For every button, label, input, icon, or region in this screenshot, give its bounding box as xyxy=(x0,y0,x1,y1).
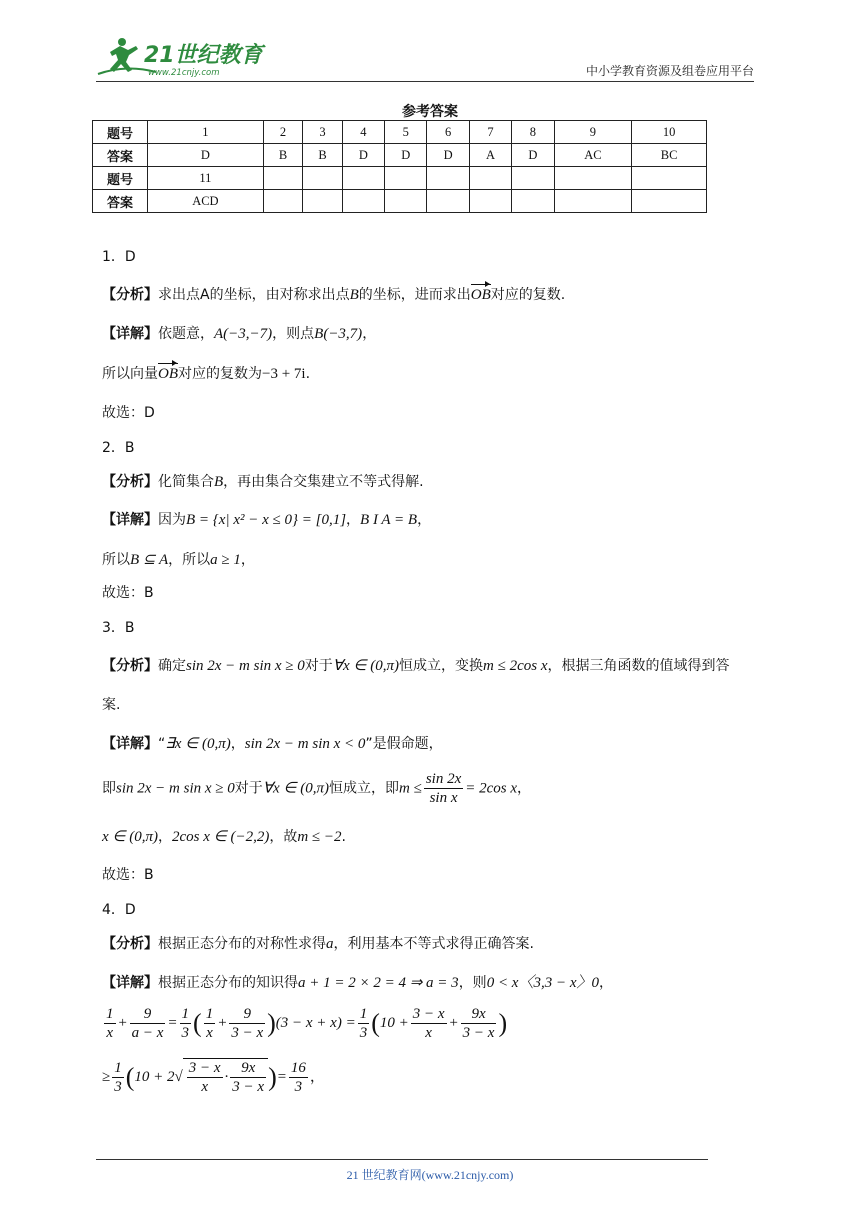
analysis-tag: 【分析】 xyxy=(102,658,158,674)
row-label: 题号 xyxy=(93,121,148,144)
denominator: 3 − x xyxy=(462,1025,495,1041)
q1-detail xyxy=(102,323,376,343)
table-cell xyxy=(427,190,469,213)
math-run: = 2cos x xyxy=(465,780,518,797)
detail-tag: 【详解】 xyxy=(102,975,158,991)
footer-link[interactable]: 21 世纪教育网(www.21cnjy.com) xyxy=(346,1168,514,1182)
math-run: sin 2x − m sin x ≥ 0 xyxy=(186,658,305,674)
table-cell xyxy=(554,190,632,213)
operator: + xyxy=(448,1014,459,1031)
table-cell: 5 xyxy=(385,121,427,144)
text-run: 恒成立，变换 xyxy=(399,658,484,674)
text-run: ， xyxy=(599,975,613,991)
text-run: 对应的复数为 xyxy=(178,366,262,382)
fraction xyxy=(411,1005,447,1042)
text-run: 确定 xyxy=(158,658,186,674)
text-run: ， xyxy=(309,1068,325,1085)
fraction xyxy=(112,1059,124,1096)
text-run: ， xyxy=(346,512,361,528)
q1-conclusion xyxy=(102,363,310,383)
row-label: 答案 xyxy=(93,144,148,167)
q3-detail xyxy=(102,733,443,753)
text-run: ，根据三角函数的值域得到答 xyxy=(547,658,730,674)
vector-ob: OB xyxy=(470,287,491,303)
math-run: 2cos x ∈ (−2,2) xyxy=(171,829,270,845)
text-run: 的坐标，进而求出 xyxy=(358,287,471,303)
text-run: 化简集合 xyxy=(158,474,214,490)
q2-conclusion xyxy=(102,549,255,569)
table-cell: ACD xyxy=(148,190,264,213)
denominator: x xyxy=(201,1079,208,1095)
table-cell xyxy=(512,190,554,213)
fraction xyxy=(424,770,463,807)
math-run: A(−3,−7) xyxy=(214,326,273,342)
math-run: B ⊆ A xyxy=(130,552,169,568)
math-run: ∀x ∈ (0,π) xyxy=(332,658,400,674)
math-run: (3 − x + x) = xyxy=(275,1014,356,1031)
numerator: 3 − x xyxy=(188,1060,221,1076)
table-cell: 2 xyxy=(263,121,302,144)
table-cell: D xyxy=(148,144,264,167)
q2-analysis xyxy=(102,471,424,491)
table-cell: 6 xyxy=(427,121,469,144)
table-cell: A xyxy=(469,144,511,167)
math-run: B xyxy=(214,474,224,490)
table-cell: 1 xyxy=(148,121,264,144)
q3-heading: 3．B xyxy=(102,620,135,636)
analysis-tag: 【分析】 xyxy=(102,287,158,303)
table-cell xyxy=(263,190,302,213)
text-run: 所以向量 xyxy=(102,366,158,382)
numerator: sin 2x xyxy=(425,771,462,787)
fraction xyxy=(229,1005,265,1042)
table-cell xyxy=(342,190,384,213)
table-cell xyxy=(512,167,554,190)
fraction xyxy=(289,1059,308,1096)
table-cell xyxy=(554,167,632,190)
math-run: a ≥ 1 xyxy=(210,552,241,568)
text-run: 求出点A的坐标，由对称求出点 xyxy=(158,287,350,303)
numerator: 1 xyxy=(205,1006,214,1022)
q1-selection: 故选：D xyxy=(102,405,155,421)
math-run: sin 2x − m sin x < 0 xyxy=(244,736,366,752)
text-run: ， xyxy=(517,780,532,797)
math-run: ∀x ∈ (0,π) xyxy=(262,780,330,797)
text-run: ，故 xyxy=(269,829,298,845)
footer-divider xyxy=(96,1159,708,1160)
text-run: ，则点 xyxy=(272,326,315,342)
q4-detail xyxy=(102,971,613,992)
text-run: ，再由集合交集建立不等式得解. xyxy=(223,474,424,490)
table-row xyxy=(93,190,707,213)
math-run: B = {x| x² − x ≤ 0} = [0,1] xyxy=(186,512,347,528)
fraction xyxy=(461,1005,497,1042)
numerator: 1 xyxy=(359,1006,368,1022)
q3-analysis xyxy=(102,655,729,675)
q3-analysis-cont: 案. xyxy=(102,697,121,713)
row-label: 答案 xyxy=(93,190,148,213)
q2-selection: 故选：B xyxy=(102,585,154,601)
q2-heading: 2．B xyxy=(102,440,135,456)
table-row xyxy=(93,167,707,190)
text-run: 因为 xyxy=(158,512,186,528)
table-cell: D xyxy=(342,144,384,167)
denominator: x xyxy=(206,1025,213,1041)
fraction xyxy=(104,1005,116,1042)
text-run: 根据正态分布的对称性求得 xyxy=(158,936,326,952)
table-cell xyxy=(263,167,302,190)
math-run: a + 1 = 2 × 2 = 4 ⇒ a = 3 xyxy=(298,975,459,991)
math-run: 0 < x〈3,3 − x〉0 xyxy=(486,975,599,991)
operator: ≥ xyxy=(102,1068,111,1085)
math-run: x ∈ (0,π) xyxy=(102,829,158,845)
table-cell xyxy=(303,167,342,190)
math-run: B(−3,7) xyxy=(314,326,363,342)
table-cell: 8 xyxy=(512,121,554,144)
text-run: 对于 xyxy=(304,658,333,674)
operator: = xyxy=(276,1068,287,1085)
denominator: a − x xyxy=(131,1025,164,1041)
logo-text: 21世纪教育 xyxy=(144,43,263,68)
table-cell xyxy=(385,167,427,190)
table-cell xyxy=(385,190,427,213)
math-run: ∃x ∈ (0,π) xyxy=(165,736,231,752)
analysis-tag: 【分析】 xyxy=(102,474,158,490)
q3-selection: 故选：B xyxy=(102,867,154,883)
q1-heading: 1．D xyxy=(102,249,136,265)
table-cell xyxy=(303,190,342,213)
page-title: 参考答案 xyxy=(402,104,458,120)
text-run: ，则 xyxy=(458,975,487,991)
operator: + xyxy=(217,1014,228,1031)
math-run: m ≤ xyxy=(399,780,422,797)
denominator: 3 xyxy=(294,1079,303,1095)
fraction xyxy=(130,1005,166,1042)
table-cell: 9 xyxy=(554,121,632,144)
q2-detail xyxy=(102,509,431,529)
q3-derivation xyxy=(102,770,531,807)
text-run: 对于 xyxy=(234,780,263,797)
denominator: x xyxy=(425,1025,432,1041)
table-cell xyxy=(632,190,707,213)
analysis-tag: 【分析】 xyxy=(102,936,158,952)
table-cell: B xyxy=(263,144,302,167)
detail-tag: 【详解】 xyxy=(102,736,158,752)
logo-url: www.21cnjy.com xyxy=(148,68,220,78)
denominator: 3 xyxy=(359,1025,368,1041)
denominator: 3 − x xyxy=(231,1025,264,1041)
numerator: 1 xyxy=(181,1006,190,1022)
detail-tag: 【详解】 xyxy=(102,326,158,342)
header-divider xyxy=(96,81,754,82)
text-run: 对应的复数. xyxy=(490,287,566,303)
operator: = xyxy=(167,1014,178,1031)
table-cell: D xyxy=(512,144,554,167)
text-run: 恒成立，即 xyxy=(329,780,400,797)
q4-equation-1: $\frac{1}{x}$ + $\frac{9}{a - x}$ = $\frac{1}{3}$ ( $\frac{1}{x}$ + $\frac{9}{3 - x}$ )(3 − x + x) = $\frac{1}{3}$ (10 + $\frac{3 - x}{x}$ + $\frac{9x}{3 - x}$ ) xyxy=(106,1006,508,1041)
math-run: m ≤ −2 xyxy=(297,829,342,845)
q4-equation-2: ≥ $\frac{1}{3}$ (10 + 2√ $\frac{3 - x}{x}$ · $\frac{9x}{3 - x}$ )= $\frac{16}{3}$ ， xyxy=(102,1060,325,1095)
math-run: m ≤ 2cos x xyxy=(483,658,548,674)
math-run: sin 2x − m sin x ≥ 0 xyxy=(116,780,235,797)
table-cell: 7 xyxy=(469,121,511,144)
text-run: ， xyxy=(240,552,255,568)
numerator: 9 xyxy=(229,1005,265,1024)
q4-heading: 4．D xyxy=(102,902,136,918)
fraction xyxy=(187,1059,223,1096)
table-cell: 3 xyxy=(303,121,342,144)
text-run: . xyxy=(341,829,346,845)
fraction xyxy=(180,1005,192,1042)
q4-analysis xyxy=(102,933,534,953)
fraction xyxy=(230,1059,266,1096)
text-run: ， xyxy=(362,326,377,342)
table-cell: 10 xyxy=(632,121,707,144)
table-cell: 11 xyxy=(148,167,264,190)
denominator: 3 − x xyxy=(232,1079,265,1095)
table-cell xyxy=(469,190,511,213)
text-run: “ xyxy=(158,736,166,752)
table-cell: D xyxy=(427,144,469,167)
text-run: ， xyxy=(230,736,245,752)
header-platform-name: 中小学教育资源及组卷应用平台 xyxy=(585,64,754,78)
vector-ob: OB xyxy=(158,366,178,382)
table-cell xyxy=(342,167,384,190)
text-run: 根据正态分布的知识得 xyxy=(158,975,298,991)
denominator: 3 xyxy=(181,1025,190,1041)
operator: + xyxy=(117,1014,128,1031)
text-run: ， xyxy=(417,512,432,528)
square-root xyxy=(183,1058,268,1096)
text-run: 所以 xyxy=(102,552,130,568)
numerator: 16 xyxy=(290,1060,306,1076)
detail-tag: 【详解】 xyxy=(102,512,158,528)
denominator: sin x xyxy=(429,790,458,806)
table-cell: D xyxy=(385,144,427,167)
site-logo xyxy=(96,34,266,78)
text-run: 依题意， xyxy=(158,326,214,342)
text-run: ，利用基本不等式求得正确答案. xyxy=(333,936,534,952)
math-run: −3 + 7i xyxy=(262,366,306,382)
numerator: 9x xyxy=(461,1005,497,1024)
math-run: a xyxy=(326,936,334,952)
fraction xyxy=(204,1005,216,1042)
table-cell: AC xyxy=(554,144,632,167)
text-run: ”是假命题， xyxy=(365,736,443,752)
table-row xyxy=(93,121,707,144)
q3-range xyxy=(102,826,346,846)
numerator: 9x xyxy=(230,1059,266,1078)
table-row xyxy=(93,144,707,167)
numerator: 1 xyxy=(106,1006,114,1022)
fraction xyxy=(358,1005,370,1042)
numerator: 3 − x xyxy=(412,1006,445,1022)
answer-table xyxy=(92,120,707,213)
table-cell xyxy=(469,167,511,190)
table-cell: 4 xyxy=(342,121,384,144)
denominator: x xyxy=(106,1025,114,1041)
text-run: ，所以 xyxy=(168,552,211,568)
table-cell: BC xyxy=(632,144,707,167)
text-run: 即 xyxy=(102,780,116,797)
numerator: 9 xyxy=(130,1005,166,1024)
math-run: B xyxy=(349,287,359,303)
math-run: 10 + xyxy=(379,1014,409,1031)
text-run: ， xyxy=(157,829,172,845)
math-run: B I A = B xyxy=(360,512,418,528)
math-run: 10 + 2 xyxy=(134,1068,175,1085)
operator: · xyxy=(224,1068,229,1085)
numerator: 1 xyxy=(114,1060,122,1076)
text-run: . xyxy=(305,366,311,382)
table-cell: B xyxy=(303,144,342,167)
table-cell xyxy=(427,167,469,190)
denominator: 3 xyxy=(114,1079,122,1095)
q1-analysis xyxy=(102,284,565,304)
row-label: 题号 xyxy=(93,167,148,190)
table-cell xyxy=(632,167,707,190)
